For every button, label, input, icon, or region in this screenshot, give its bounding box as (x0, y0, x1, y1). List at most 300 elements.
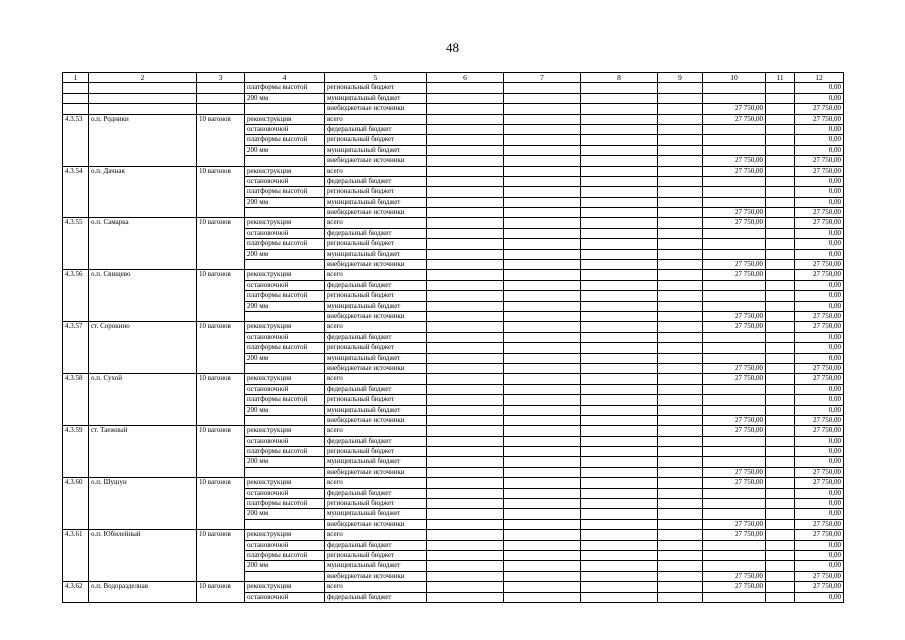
cell-col-11 (766, 124, 795, 134)
cell-col-6 (427, 187, 504, 197)
cell-col-8 (581, 509, 658, 519)
item-number: 4.3.62 (63, 582, 89, 603)
work-description: остановочной (245, 124, 325, 134)
value-col-12: 0,00 (795, 436, 844, 446)
value-col-12: 0,00 (795, 93, 844, 103)
cell-col-7 (504, 363, 581, 373)
funding-source: федеральный бюджет (325, 280, 427, 290)
item-number: 4.3.57 (63, 322, 89, 374)
cell-col-11 (766, 363, 795, 373)
funding-source: федеральный бюджет (325, 332, 427, 342)
work-description: платформы высотой (245, 550, 325, 560)
table-row (63, 93, 844, 103)
cell-col-1 (63, 93, 89, 103)
cell-col-8 (581, 550, 658, 560)
funding-source: региональный бюджет (325, 395, 427, 405)
cell-col-7 (504, 415, 581, 425)
cell-col-8 (581, 571, 658, 581)
cell-col-9 (658, 260, 703, 270)
cell-col-8 (581, 239, 658, 249)
cell-col-7 (504, 395, 581, 405)
cell-col-7 (504, 145, 581, 155)
table-row (63, 530, 844, 540)
value-col-10: 27 750,00 (703, 156, 766, 166)
cell-col-6 (427, 436, 504, 446)
value-col-12: 27 750,00 (795, 166, 844, 176)
work-description (245, 467, 325, 477)
cell-col-9 (658, 478, 703, 488)
value-col-12: 0,00 (795, 343, 844, 353)
cell-col-8 (581, 280, 658, 290)
cell-col-8 (581, 415, 658, 425)
value-col-12: 0,00 (795, 83, 844, 93)
value-col-12: 0,00 (795, 291, 844, 301)
work-description (245, 104, 325, 114)
funding-source: внебюджетные источники (325, 311, 427, 321)
value-col-10 (703, 343, 766, 353)
value-col-10 (703, 384, 766, 394)
cell-col-11 (766, 176, 795, 186)
cell-col-7 (504, 457, 581, 467)
item-number: 4.3.61 (63, 530, 89, 582)
column-header: 9 (658, 73, 703, 83)
value-col-10: 27 750,00 (703, 582, 766, 592)
cell-col-9 (658, 197, 703, 207)
cell-col-11 (766, 156, 795, 166)
work-description: 200 мм (245, 145, 325, 155)
cell-col-11 (766, 592, 795, 602)
table-row (63, 104, 844, 114)
column-header: 8 (581, 73, 658, 83)
cell-col-8 (581, 499, 658, 509)
funding-source: региональный бюджет (325, 291, 427, 301)
cell-col-9 (658, 332, 703, 342)
item-name: о.п. Шушун (89, 478, 197, 530)
cell-col-7 (504, 550, 581, 560)
cell-col-9 (658, 530, 703, 540)
cell-col-9 (658, 582, 703, 592)
cell-col-6 (427, 270, 504, 280)
table-row (63, 114, 844, 124)
cell-col-8 (581, 145, 658, 155)
cell-col-11 (766, 208, 795, 218)
value-col-10 (703, 332, 766, 342)
item-number: 4.3.55 (63, 218, 89, 270)
funding-source: муниципальный бюджет (325, 457, 427, 467)
value-col-10: 27 750,00 (703, 208, 766, 218)
funding-source: всего (325, 114, 427, 124)
cell-col-6 (427, 156, 504, 166)
cell-col-11 (766, 561, 795, 571)
cell-col-7 (504, 384, 581, 394)
value-col-12: 0,00 (795, 488, 844, 498)
funding-source: федеральный бюджет (325, 124, 427, 134)
value-col-12: 0,00 (795, 332, 844, 342)
work-description: платформы высотой (245, 343, 325, 353)
cell-col-7 (504, 249, 581, 259)
value-col-12: 0,00 (795, 509, 844, 519)
value-col-10 (703, 197, 766, 207)
cell-col-11 (766, 405, 795, 415)
work-description: 200 мм (245, 301, 325, 311)
cell-col-9 (658, 592, 703, 602)
value-col-10 (703, 280, 766, 290)
cell-col-9 (658, 311, 703, 321)
value-col-12: 0,00 (795, 239, 844, 249)
work-description: остановочной (245, 176, 325, 186)
value-col-12: 27 750,00 (795, 322, 844, 332)
cell-col-6 (427, 301, 504, 311)
cell-col-6 (427, 478, 504, 488)
cell-col-9 (658, 93, 703, 103)
work-description: 200 мм (245, 509, 325, 519)
work-description (245, 260, 325, 270)
cell-col-9 (658, 488, 703, 498)
cell-col-9 (658, 301, 703, 311)
work-description: 200 мм (245, 197, 325, 207)
item-capacity: 10 вагонов (197, 530, 245, 582)
cell-col-6 (427, 291, 504, 301)
work-description: остановочной (245, 384, 325, 394)
item-capacity: 10 вагонов (197, 166, 245, 218)
work-description: реконструкция (245, 478, 325, 488)
item-number: 4.3.54 (63, 166, 89, 218)
cell-col-9 (658, 561, 703, 571)
cell-col-7 (504, 426, 581, 436)
cell-col-6 (427, 332, 504, 342)
value-col-10: 27 750,00 (703, 478, 766, 488)
cell-col-9 (658, 395, 703, 405)
cell-col-11 (766, 228, 795, 238)
cell-col-9 (658, 322, 703, 332)
work-description: 200 мм (245, 353, 325, 363)
value-col-10: 27 750,00 (703, 322, 766, 332)
cell-col-6 (427, 488, 504, 498)
work-description (245, 363, 325, 373)
funding-source: всего (325, 166, 427, 176)
item-capacity: 10 вагонов (197, 582, 245, 603)
cell-col-7 (504, 176, 581, 186)
funding-source: муниципальный бюджет (325, 405, 427, 415)
cell-col-11 (766, 447, 795, 457)
funding-source: внебюджетные источники (325, 519, 427, 529)
cell-col-7 (504, 509, 581, 519)
table-row (63, 374, 844, 384)
cell-col-7 (504, 280, 581, 290)
work-description: 200 мм (245, 405, 325, 415)
cell-col-6 (427, 363, 504, 373)
value-col-12: 0,00 (795, 124, 844, 134)
cell-col-8 (581, 353, 658, 363)
table-body (63, 73, 844, 603)
cell-col-6 (427, 457, 504, 467)
value-col-12: 0,00 (795, 228, 844, 238)
value-col-10 (703, 540, 766, 550)
cell-col-6 (427, 447, 504, 457)
cell-col-7 (504, 197, 581, 207)
cell-col-9 (658, 135, 703, 145)
cell-col-7 (504, 582, 581, 592)
work-description: реконструкция (245, 166, 325, 176)
cell-col-7 (504, 311, 581, 321)
cell-col-11 (766, 249, 795, 259)
funding-source: внебюджетные источники (325, 104, 427, 114)
cell-col-6 (427, 509, 504, 519)
cell-col-9 (658, 384, 703, 394)
cell-col-3 (197, 93, 245, 103)
cell-col-6 (427, 519, 504, 529)
cell-col-7 (504, 374, 581, 384)
work-description: платформы высотой (245, 187, 325, 197)
cell-col-9 (658, 457, 703, 467)
cell-col-9 (658, 447, 703, 457)
funding-source: внебюджетные источники (325, 260, 427, 270)
table-row (63, 166, 844, 176)
cell-col-6 (427, 311, 504, 321)
item-name: о.п. Свищево (89, 270, 197, 322)
column-header: 2 (89, 73, 197, 83)
cell-col-11 (766, 93, 795, 103)
item-number: 4.3.58 (63, 374, 89, 426)
cell-col-6 (427, 114, 504, 124)
cell-col-11 (766, 519, 795, 529)
funding-source: федеральный бюджет (325, 384, 427, 394)
cell-col-7 (504, 353, 581, 363)
cell-col-11 (766, 322, 795, 332)
item-name: о.п. Родники (89, 114, 197, 166)
cell-col-2 (89, 83, 197, 93)
cell-col-2 (89, 93, 197, 103)
value-col-12: 0,00 (795, 145, 844, 155)
cell-col-6 (427, 467, 504, 477)
item-number: 4.3.53 (63, 114, 89, 166)
funding-source: всего (325, 270, 427, 280)
item-name: ст. Сорокино (89, 322, 197, 374)
cell-col-11 (766, 260, 795, 270)
cell-col-11 (766, 187, 795, 197)
cell-col-11 (766, 478, 795, 488)
work-description: 200 мм (245, 457, 325, 467)
item-capacity: 10 вагонов (197, 114, 245, 166)
funding-source: внебюджетные источники (325, 208, 427, 218)
cell-col-11 (766, 374, 795, 384)
cell-col-6 (427, 83, 504, 93)
cell-col-7 (504, 239, 581, 249)
work-description (245, 156, 325, 166)
cell-col-7 (504, 187, 581, 197)
value-col-12: 0,00 (795, 540, 844, 550)
cell-col-8 (581, 582, 658, 592)
work-description: платформы высотой (245, 447, 325, 457)
cell-col-9 (658, 239, 703, 249)
cell-col-6 (427, 550, 504, 560)
value-col-12: 27 750,00 (795, 156, 844, 166)
funding-source: муниципальный бюджет (325, 197, 427, 207)
work-description: 200 мм (245, 249, 325, 259)
cell-col-7 (504, 301, 581, 311)
cell-col-9 (658, 374, 703, 384)
cell-col-6 (427, 228, 504, 238)
funding-source: всего (325, 374, 427, 384)
cell-col-6 (427, 540, 504, 550)
item-number: 4.3.59 (63, 426, 89, 478)
value-col-10 (703, 436, 766, 446)
table-row (63, 322, 844, 332)
cell-col-8 (581, 260, 658, 270)
work-description (245, 415, 325, 425)
value-col-10: 27 750,00 (703, 260, 766, 270)
cell-col-2 (89, 104, 197, 114)
cell-col-3 (197, 83, 245, 93)
cell-col-9 (658, 166, 703, 176)
cell-col-9 (658, 415, 703, 425)
value-col-10 (703, 176, 766, 186)
cell-col-11 (766, 415, 795, 425)
cell-col-8 (581, 530, 658, 540)
cell-col-6 (427, 197, 504, 207)
item-capacity: 10 вагонов (197, 270, 245, 322)
value-col-12: 27 750,00 (795, 519, 844, 529)
item-name: о.п. Водоразделная (89, 582, 197, 603)
cell-col-11 (766, 499, 795, 509)
funding-source: внебюджетные источники (325, 156, 427, 166)
funding-source: муниципальный бюджет (325, 561, 427, 571)
cell-col-7 (504, 270, 581, 280)
work-description: реконструкция (245, 530, 325, 540)
work-description: платформы высотой (245, 291, 325, 301)
cell-col-8 (581, 426, 658, 436)
cell-col-7 (504, 436, 581, 446)
cell-col-11 (766, 239, 795, 249)
cell-col-8 (581, 343, 658, 353)
cell-col-11 (766, 166, 795, 176)
cell-col-8 (581, 228, 658, 238)
cell-col-7 (504, 291, 581, 301)
table-row (63, 83, 844, 93)
cell-col-6 (427, 343, 504, 353)
cell-col-8 (581, 270, 658, 280)
work-description: реконструкция (245, 426, 325, 436)
work-description: остановочной (245, 228, 325, 238)
cell-col-8 (581, 166, 658, 176)
cell-col-9 (658, 208, 703, 218)
funding-source: федеральный бюджет (325, 176, 427, 186)
item-name: о.п. Сухой (89, 374, 197, 426)
cell-col-7 (504, 83, 581, 93)
cell-col-11 (766, 332, 795, 342)
cell-col-7 (504, 343, 581, 353)
value-col-12: 27 750,00 (795, 582, 844, 592)
work-description: реконструкция (245, 270, 325, 280)
value-col-10 (703, 447, 766, 457)
item-capacity: 10 вагонов (197, 426, 245, 478)
cell-col-7 (504, 104, 581, 114)
value-col-10 (703, 249, 766, 259)
cell-col-8 (581, 436, 658, 446)
cell-col-7 (504, 135, 581, 145)
cell-col-7 (504, 332, 581, 342)
cell-col-6 (427, 104, 504, 114)
value-col-12: 0,00 (795, 457, 844, 467)
work-description: остановочной (245, 592, 325, 602)
cell-col-6 (427, 415, 504, 425)
work-description: платформы высотой (245, 135, 325, 145)
cell-col-7 (504, 166, 581, 176)
cell-col-7 (504, 530, 581, 540)
value-col-10: 27 750,00 (703, 519, 766, 529)
column-header: 10 (703, 73, 766, 83)
cell-col-11 (766, 145, 795, 155)
work-description: 200 мм (245, 93, 325, 103)
cell-col-9 (658, 176, 703, 186)
column-header: 6 (427, 73, 504, 83)
funding-source: федеральный бюджет (325, 592, 427, 602)
cell-col-9 (658, 363, 703, 373)
cell-col-11 (766, 301, 795, 311)
cell-col-8 (581, 114, 658, 124)
work-description: реконструкция (245, 218, 325, 228)
funding-source: федеральный бюджет (325, 228, 427, 238)
funding-source: региональный бюджет (325, 135, 427, 145)
cell-col-8 (581, 592, 658, 602)
cell-col-8 (581, 332, 658, 342)
work-description (245, 571, 325, 581)
cell-col-11 (766, 582, 795, 592)
cell-col-11 (766, 436, 795, 446)
cell-col-8 (581, 457, 658, 467)
value-col-10 (703, 301, 766, 311)
cell-col-6 (427, 426, 504, 436)
value-col-10: 27 750,00 (703, 374, 766, 384)
cell-col-9 (658, 436, 703, 446)
cell-col-11 (766, 395, 795, 405)
cell-col-8 (581, 197, 658, 207)
cell-col-8 (581, 104, 658, 114)
cell-col-8 (581, 478, 658, 488)
cell-col-11 (766, 384, 795, 394)
value-col-10 (703, 561, 766, 571)
funding-source: всего (325, 426, 427, 436)
cell-col-7 (504, 478, 581, 488)
cell-col-6 (427, 571, 504, 581)
funding-source: внебюджетные источники (325, 467, 427, 477)
work-description: платформы высотой (245, 395, 325, 405)
cell-col-8 (581, 187, 658, 197)
cell-col-9 (658, 405, 703, 415)
value-col-10: 27 750,00 (703, 530, 766, 540)
value-col-12: 27 750,00 (795, 218, 844, 228)
cell-col-9 (658, 145, 703, 155)
cell-col-9 (658, 218, 703, 228)
value-col-10 (703, 592, 766, 602)
value-col-12: 0,00 (795, 550, 844, 560)
cell-col-8 (581, 291, 658, 301)
cell-col-11 (766, 353, 795, 363)
funding-source: всего (325, 218, 427, 228)
funding-source: региональный бюджет (325, 447, 427, 457)
cell-col-9 (658, 83, 703, 93)
cell-col-3 (197, 104, 245, 114)
value-col-12: 27 750,00 (795, 270, 844, 280)
cell-col-7 (504, 488, 581, 498)
work-description: 200 мм (245, 561, 325, 571)
funding-source: всего (325, 582, 427, 592)
cell-col-6 (427, 176, 504, 186)
value-col-10 (703, 395, 766, 405)
value-col-12: 0,00 (795, 592, 844, 602)
cell-col-7 (504, 208, 581, 218)
cell-col-8 (581, 395, 658, 405)
